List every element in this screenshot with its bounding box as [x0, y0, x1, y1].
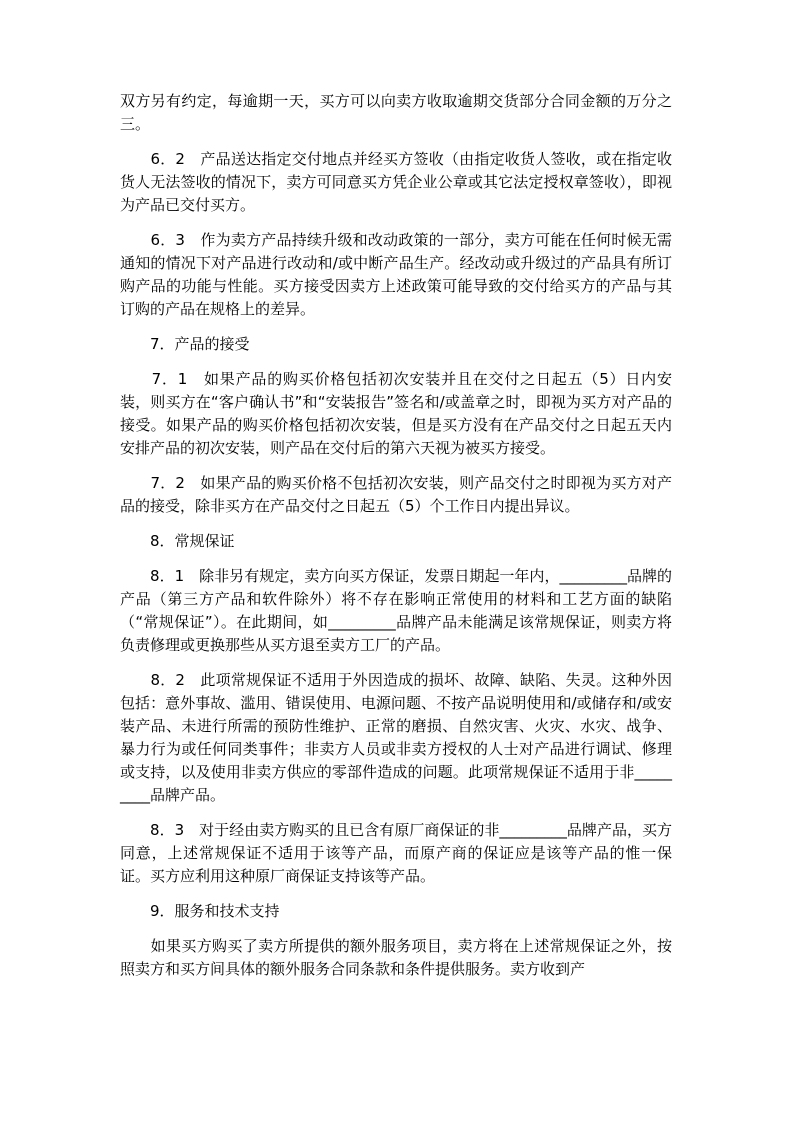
section-heading-8: 8．常规保证 — [120, 532, 235, 550]
paragraph-7-1: 7．1 如果产品的购买价格包括初次安装并且在交付之日起五（5）日内安装，则买方在“客户确认书”和“安装报告”签名和/或盖章之时，即视为买方对产品的接受。如果产品的购买价格包括初次安装，但是买方没有在产品交付之日起五天内安排产品的初次安装，则产品在交付后的第六天视为被买方接受。 — [120, 370, 672, 457]
paragraph-9-body: 如果买方购买了卖方所提供的额外服务项目，卖方将在上述常规保证之外，按照卖方和买方间具体的额外服务合同条款和条件提供服务。卖方收到产 — [120, 937, 672, 978]
paragraph-7-2: 7．2 如果产品的购买价格不包括初次安装，则产品交付之时即视为买方对产品的接受，除非买方在产品交付之日起五（5）个工作日内提出异议。 — [120, 474, 672, 515]
paragraph-8-3: 8．3 对于经由卖方购买的且已含有原厂商保证的非_________品牌产品，买方同意，上述常规保证不适用于该等产品，而原产商的保证应是该等产品的惟一保证。买方应利用这种原厂商保证支持该等产品。 — [120, 821, 672, 885]
paragraph-8-1: 8．1 除非另有规定，卖方向买方保证，发票日期起一年内，_________品牌的产品（第三方产品和软件除外）将不存在影响正常使用的材料和工艺方面的缺陷（“常规保证”）。在此期间，如_________品牌产品未能满足该常规保证，则卖方将负责修理或更换那些从买方退至卖方工厂的产品。 — [120, 567, 672, 654]
paragraph-8-2: 8．2 此项常规保证不适用于外因造成的损坏、故障、缺陷、失灵。这种外因包括：意外事故、滥用、错误使用、电源问题、不按产品说明使用和/或储存和/或安装产品、未进行所需的预防性维护、正常的磨损、自然灾害、火灾、水灾、战争、暴力行为或任何同类事件；非卖方人员或非卖方授权的人士对产品进行调试、修理或支持，以及使用非卖方供应的零部件造成的问题。此项常规保证不适用于非_________品牌产品。 — [120, 671, 672, 804]
section-heading-9: 9．服务和技术支持 — [120, 902, 280, 920]
paragraph-6-2: 6．2 产品送达指定交付地点并经买方签收（由指定收货人签收，或在指定收货人无法签收的情况下，卖方可同意买方凭企业公章或其它法定授权章签收），即视为产品已交付买方。 — [120, 150, 672, 214]
paragraph-6-1-continued: 双方另有约定，每逾期一天，买方可以向卖方收取逾期交货部分合同金额的万分之三。 — [120, 92, 672, 133]
section-heading-7: 7．产品的接受 — [120, 335, 250, 353]
document-body — [120, 90, 672, 993]
paragraph-6-3: 6．3 作为卖方产品持续升级和改动政策的一部分，卖方可能在任何时候无需通知的情况下对产品进行改动和/或中断产品生产。经改动或升级过的产品具有所订购产品的功能与性能。买方接受因卖方上述政策可能导致的交付给买方的产品与其订购的产品在规格上的差异。 — [120, 231, 672, 318]
